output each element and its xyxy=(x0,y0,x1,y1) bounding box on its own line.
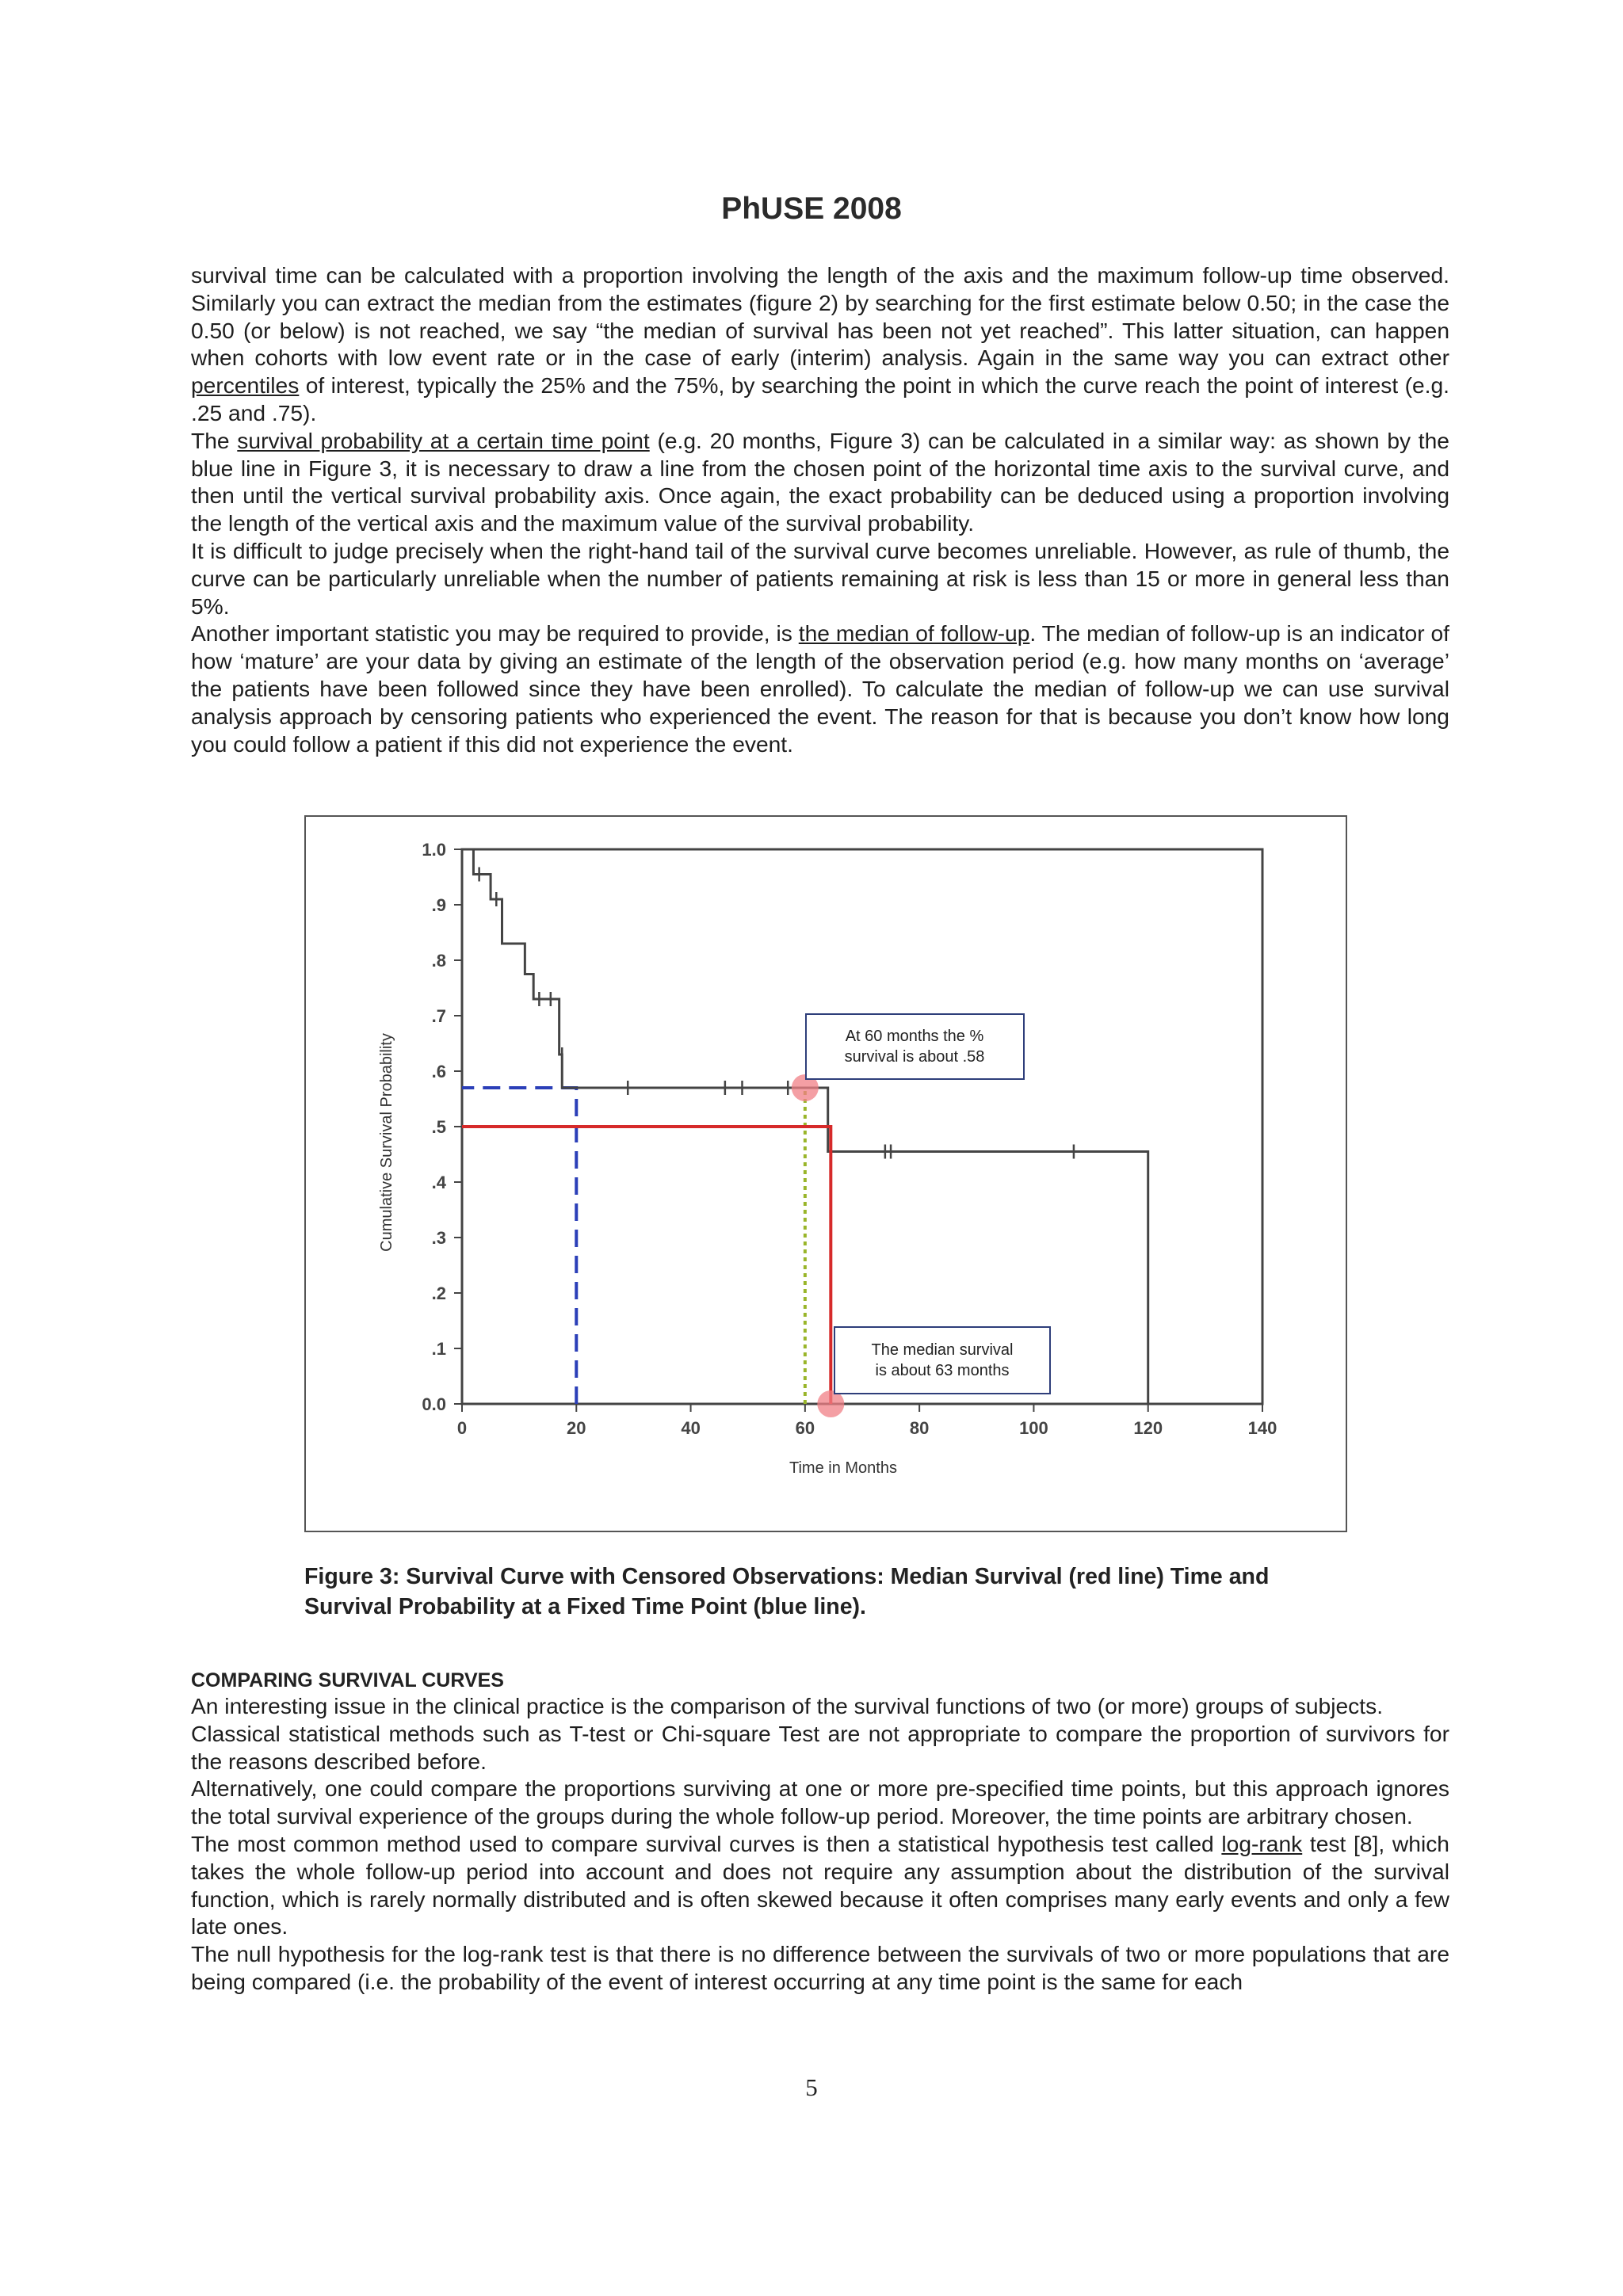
y-tick-label: .7 xyxy=(431,1006,446,1026)
link-survival-probability: survival probability at a certain time point xyxy=(237,427,650,453)
x-tick-label: 20 xyxy=(567,1418,586,1438)
y-tick-label: .2 xyxy=(431,1283,446,1303)
y-tick-label: .9 xyxy=(431,895,446,915)
x-tick-label: 60 xyxy=(795,1418,815,1438)
link-log-rank: log-rank xyxy=(1221,1830,1303,1856)
y-tick-label: 0.0 xyxy=(422,1394,446,1414)
paragraph-clinical-issue: An interesting issue in the clinical practice is the comparison of the survival functions of two (or more) groups of subjects. xyxy=(191,1693,1384,1718)
x-tick-label: 80 xyxy=(909,1418,930,1438)
y-tick-label: .3 xyxy=(431,1228,446,1248)
y-axis-label: Cumulative Survival Probability xyxy=(378,1033,395,1252)
y-tick-label: .4 xyxy=(431,1173,446,1192)
page-header: PhUSE 2008 xyxy=(721,192,902,226)
page-number: 5 xyxy=(805,2073,818,2101)
paragraph-median-follow-up: Another important statistic you may be required to provide, is the median of follow-up. The median of follow-up is an indicator of how ‘mature’ are your data by giving an estimate of the length of the observation period (e.g. how many months on ‘average’ the patients have been followed since they have been enrolled). To calculate the median of follow-up we can use survival analysis approach by censoring patients who experienced the event. The reason for that is because you don’t know how long you could follow a patient if this did not experience the event. xyxy=(191,620,1449,757)
comparison-text xyxy=(191,1692,1449,1996)
x-axis-label: Time in Months xyxy=(789,1459,897,1477)
paragraph-time-points: Alternatively, one could compare the proportions surviving at one or more pre-specified time points, but this approach ignores the total survival experience of the groups during the whole follow-up period. Moreover, the time points are arbitrary chosen. xyxy=(191,1775,1449,1829)
caption-line-1: Figure 3: Survival Curve with Censored Observations: Median Survival (red line) Time and xyxy=(304,1564,1270,1589)
y-tick-label: .1 xyxy=(431,1339,446,1359)
caption-line-2: Survival Probability at a Fixed Time Point (blue line). xyxy=(304,1594,866,1619)
x-tick-label: 0 xyxy=(456,1418,468,1438)
paragraph-log-rank: The most common method used to compare survival curves is then a statistical hypothesis test called log-rank test [8], which takes the whole follow-up period into account and does not require any assumption about the distribution of the survival function, which is rarely normally distributed and is often skewed because it often comprises many early events and only a few late ones. xyxy=(191,1830,1449,1939)
highlight-dot xyxy=(817,1390,844,1417)
annotation-60-months-line1: At 60 months the % xyxy=(845,1028,984,1045)
y-tick-label: .8 xyxy=(431,951,446,971)
annotation-60-months-line2: survival is about .58 xyxy=(844,1048,985,1066)
x-tick-label: 40 xyxy=(681,1418,701,1438)
x-tick-label: 120 xyxy=(1133,1418,1163,1438)
annotation-box-median xyxy=(834,1327,1050,1394)
link-median-follow-up: the median of follow-up xyxy=(798,620,1030,646)
section-heading: COMPARING SURVIVAL CURVES xyxy=(191,1669,504,1691)
annotation-median-line2: is about 63 months xyxy=(875,1362,1010,1379)
blue-survival-probability-line xyxy=(462,1088,576,1404)
red-median-survival-line xyxy=(462,1127,831,1404)
paragraph-survival-probability: The survival probability at a certain time point (e.g. 20 months, Figure 3) can be calculated in a similar way: as shown by the blue line in Figure 3, it is necessary to draw a line from the chosen point of the horizontal time axis to the survival curve, and then until the vertical survival probability axis. Once again, the exact probability can be deduced using a proportion involving the length of the vertical axis and the maximum value of the survival probability. xyxy=(191,427,1449,536)
paragraph-classical-methods: Classical statistical methods such as T-test or Chi-square Test are not appropriate to compare the proportion of survivors for the reasons described before. xyxy=(191,1720,1449,1774)
survival-chart xyxy=(306,817,1346,1531)
y-tick-label: .5 xyxy=(431,1117,446,1137)
annotation-box-60-months xyxy=(806,1014,1024,1079)
figure-caption xyxy=(304,1562,1358,1622)
y-tick-label: .6 xyxy=(431,1062,446,1081)
figure-3-frame xyxy=(304,815,1347,1532)
x-tick-label: 100 xyxy=(1019,1418,1048,1438)
intro-text xyxy=(191,261,1449,757)
x-tick-label: 140 xyxy=(1247,1418,1277,1438)
paragraph-null-hypothesis: The null hypothesis for the log-rank test is that there is no difference between the survivals of two or more populations that are being compared (i.e. the probability of the event of interest occurring at any time point is the same for each xyxy=(191,1941,1449,1994)
link-percentiles: percentiles xyxy=(191,372,300,399)
y-tick-label: 1.0 xyxy=(422,840,446,860)
paragraph-percentiles: survival time can be calculated with a proportion involving the length of the axis and the maximum follow-up time observed. Similarly you can extract the median from the estimates (figure 2) by searching for the first estimate below 0.50; in the case the 0.50 (or below) is not reached, we say “the median of survival has been not yet reached”. This latter situation, can happen when cohorts with low event rate or in the case of early (interim) analysis. Again in the same way you can extract other percentiles of interest, typically the 25% and the 75%, by searching the point in which the curve reach the point of interest (e.g. .25 and .75). xyxy=(191,262,1449,425)
paragraph-right-tail: It is difficult to judge precisely when the right-hand tail of the survival curve becomes unreliable. However, as rule of thumb, the curve can be particularly unreliable when the number of patients remaining at risk is less than 15 or more in general less than 5%. xyxy=(191,537,1449,619)
annotation-median-line1: The median survival xyxy=(871,1341,1014,1359)
